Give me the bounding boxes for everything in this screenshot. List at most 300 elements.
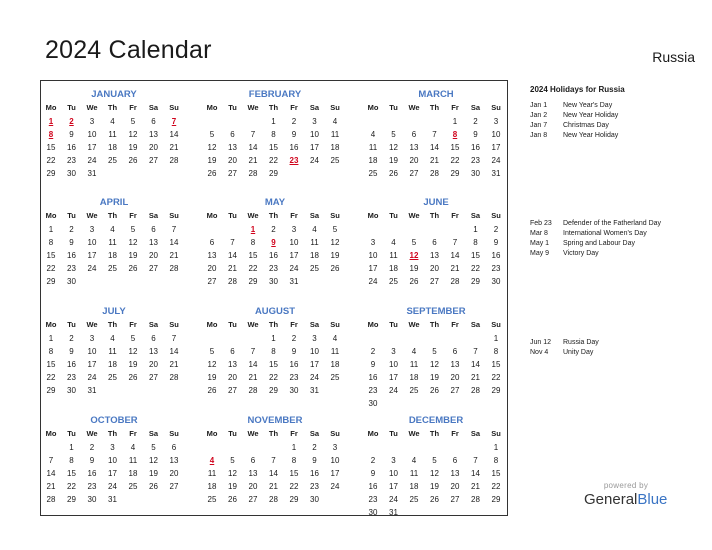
day-cell: 11 — [108, 238, 117, 247]
day-cell: 5 — [230, 456, 235, 465]
day-cell: 2 — [493, 225, 499, 234]
weekday-header: Mo — [45, 429, 57, 438]
day-cell: 28 — [169, 264, 179, 273]
day-cell: 26 — [207, 386, 217, 395]
day-cell: 15 — [46, 360, 56, 369]
day-cell: 24 — [87, 264, 97, 273]
day-cell: 12 — [430, 469, 439, 478]
day-cell: 28 — [471, 386, 480, 395]
weekday-header: Sa — [309, 211, 320, 220]
day-cell: 12 — [228, 469, 237, 478]
day-cell: 4 — [411, 456, 417, 465]
weekday-header: Fr — [129, 429, 137, 438]
holiday-list-item — [530, 219, 661, 229]
day-cell: 18 — [330, 143, 340, 152]
day-cell: 22 — [269, 373, 278, 382]
day-cell: 30 — [67, 277, 76, 286]
weekday-header: Mo — [367, 320, 379, 329]
weekday-header: Th — [429, 103, 440, 112]
day-cell: 6 — [151, 117, 156, 126]
day-cell: 7 — [230, 238, 235, 247]
day-cell: 3 — [391, 347, 396, 356]
day-cell: 14 — [269, 469, 278, 478]
day-cell: 7 — [271, 456, 276, 465]
weekday-header: Th — [429, 211, 440, 220]
day-cell: 28 — [228, 277, 237, 286]
month-name: SEPTEMBER — [406, 306, 466, 317]
day-cell: 8 — [493, 456, 499, 465]
holiday-list-title: 2024 Holidays for Russia — [530, 85, 625, 94]
day-cell: 9 — [473, 130, 478, 139]
day-cell: 18 — [128, 469, 138, 478]
day-cell: 6 — [452, 456, 458, 465]
day-cell: 10 — [108, 456, 117, 465]
weekday-header: Tu — [389, 103, 398, 112]
weekday-header: Tu — [67, 429, 76, 438]
day-cell: 24 — [289, 264, 299, 273]
day-cell: 24 — [368, 277, 378, 286]
day-cell: 28 — [450, 277, 460, 286]
day-cell: 30 — [491, 277, 501, 286]
day-cell: 23 — [368, 495, 378, 504]
weekday-header: Th — [107, 103, 118, 112]
weekday-header: Sa — [148, 103, 159, 112]
day-cell: 9 — [69, 238, 74, 247]
weekday-header: We — [408, 320, 420, 329]
day-cell: 8 — [473, 238, 478, 247]
holiday-name: New Year Holiday — [563, 132, 619, 139]
day-cell: 27 — [228, 169, 237, 178]
holiday-date: Feb 23 — [530, 220, 552, 227]
weekday-header: Fr — [451, 211, 459, 220]
day-cell: 9 — [69, 130, 74, 139]
day-cell: 5 — [411, 238, 417, 247]
day-cell: 21 — [471, 482, 480, 491]
day-cell: 20 — [149, 360, 158, 369]
day-cell: 18 — [108, 143, 117, 152]
day-cell: 26 — [128, 264, 138, 273]
day-cell: 29 — [471, 277, 480, 286]
day-cell: 20 — [169, 469, 179, 478]
day-cell: 23 — [310, 482, 319, 491]
holiday-day: 9 — [271, 238, 276, 247]
holiday-list-item — [530, 101, 612, 111]
day-cell: 27 — [409, 169, 419, 178]
weekday-header: Mo — [367, 211, 379, 220]
weekday-header: Su — [491, 429, 501, 438]
weekday-header: Sa — [470, 103, 481, 112]
weekday-header: Fr — [451, 103, 459, 112]
day-cell: 20 — [149, 143, 158, 152]
day-cell: 22 — [46, 373, 56, 382]
day-cell: 10 — [368, 251, 378, 260]
day-cell: 14 — [471, 469, 480, 478]
page-title: 2024 Calendar — [45, 36, 212, 64]
weekday-header: Fr — [451, 429, 459, 438]
day-cell: 4 — [391, 238, 396, 247]
day-cell: 22 — [46, 264, 56, 273]
day-cell: 12 — [207, 143, 217, 152]
weekday-header: Tu — [389, 320, 398, 329]
day-cell: 14 — [450, 251, 460, 260]
day-cell: 5 — [391, 130, 396, 139]
day-cell: 21 — [269, 482, 278, 491]
day-cell: 4 — [411, 347, 417, 356]
weekday-header: Fr — [129, 103, 137, 112]
day-cell: 24 — [330, 482, 340, 491]
day-cell: 25 — [330, 373, 340, 382]
holiday-date: Jan 2 — [530, 112, 548, 119]
day-cell: 30 — [67, 386, 76, 395]
day-cell: 7 — [171, 225, 177, 234]
weekday-header: Sa — [309, 103, 320, 112]
day-cell: 15 — [46, 143, 56, 152]
day-cell: 16 — [87, 469, 97, 478]
day-cell: 3 — [89, 117, 95, 126]
day-cell: 19 — [128, 251, 138, 260]
day-cell: 20 — [450, 373, 460, 382]
day-cell: 22 — [491, 482, 501, 491]
day-cell: 21 — [228, 264, 237, 273]
month-name: DECEMBER — [408, 415, 464, 426]
day-cell: 26 — [430, 495, 439, 504]
day-cell: 18 — [207, 482, 217, 491]
day-cell: 4 — [110, 225, 115, 234]
day-cell: 11 — [368, 143, 378, 152]
day-cell: 23 — [67, 264, 76, 273]
day-cell: 12 — [389, 143, 398, 152]
day-cell: 20 — [228, 156, 237, 165]
day-cell: 19 — [409, 264, 419, 273]
day-cell: 17 — [289, 251, 299, 260]
day-cell: 1 — [69, 443, 74, 452]
day-cell: 26 — [228, 495, 237, 504]
month-name: NOVEMBER — [247, 415, 303, 426]
day-cell: 2 — [473, 117, 478, 126]
day-cell: 27 — [450, 386, 460, 395]
weekday-header: Fr — [290, 320, 298, 329]
holiday-date: Jun 12 — [530, 339, 552, 346]
day-cell: 10 — [289, 238, 299, 247]
day-cell: 11 — [409, 360, 419, 369]
weekday-header: Th — [107, 211, 118, 220]
day-cell: 7 — [473, 347, 478, 356]
holiday-day: 2 — [69, 117, 74, 126]
day-cell: 6 — [250, 456, 256, 465]
day-cell: 25 — [128, 482, 138, 491]
day-cell: 24 — [87, 156, 97, 165]
day-cell: 3 — [391, 456, 396, 465]
day-cell: 11 — [330, 347, 340, 356]
day-cell: 30 — [87, 495, 97, 504]
day-cell: 13 — [149, 347, 158, 356]
day-cell: 8 — [48, 347, 54, 356]
day-cell: 27 — [450, 495, 460, 504]
day-cell: 18 — [409, 373, 419, 382]
day-cell: 23 — [289, 373, 299, 382]
day-cell: 5 — [151, 443, 156, 452]
day-cell: 8 — [271, 347, 276, 356]
month-name: FEBRUARY — [248, 89, 302, 100]
day-cell: 30 — [368, 399, 378, 408]
weekday-header: We — [408, 103, 420, 112]
day-cell: 1 — [493, 443, 499, 452]
day-cell: 7 — [432, 130, 437, 139]
country-label: Russia — [652, 49, 695, 65]
weekday-header: Sa — [309, 429, 320, 438]
weekday-header: Sa — [470, 211, 481, 220]
weekday-header: Su — [330, 320, 340, 329]
day-cell: 24 — [87, 373, 97, 382]
day-cell: 11 — [108, 347, 117, 356]
holiday-name: New Year Holiday — [563, 112, 619, 119]
weekday-header: Fr — [290, 211, 298, 220]
day-cell: 13 — [409, 143, 419, 152]
day-cell: 16 — [310, 469, 319, 478]
holiday-day: 23 — [289, 156, 299, 165]
day-cell: 7 — [473, 456, 478, 465]
day-cell: 24 — [108, 482, 117, 491]
day-cell: 1 — [48, 334, 54, 343]
day-cell: 1 — [271, 334, 276, 343]
day-cell: 17 — [87, 143, 97, 152]
day-cell: 15 — [248, 251, 258, 260]
day-cell: 6 — [432, 238, 437, 247]
day-cell: 3 — [110, 443, 115, 452]
weekday-header: We — [86, 320, 98, 329]
day-cell: 20 — [409, 156, 419, 165]
day-cell: 14 — [169, 347, 179, 356]
day-cell: 15 — [269, 143, 278, 152]
day-cell: 21 — [46, 482, 56, 491]
day-cell: 29 — [491, 386, 501, 395]
day-cell: 27 — [149, 156, 158, 165]
brand-name-part1: General — [584, 491, 638, 508]
day-cell: 4 — [110, 334, 115, 343]
month-name: MARCH — [418, 89, 454, 100]
month-name: OCTOBER — [90, 415, 138, 426]
day-cell: 25 — [409, 495, 419, 504]
day-cell: 12 — [430, 360, 439, 369]
day-cell: 14 — [46, 469, 56, 478]
holiday-day: 4 — [209, 456, 215, 465]
day-cell: 9 — [291, 130, 297, 139]
weekday-header: Su — [491, 320, 501, 329]
weekday-header: Sa — [309, 320, 320, 329]
weekday-header: We — [86, 103, 98, 112]
day-cell: 17 — [108, 469, 117, 478]
day-cell: 3 — [89, 225, 95, 234]
holiday-list-item — [530, 239, 635, 249]
day-cell: 10 — [310, 347, 319, 356]
day-cell: 10 — [87, 238, 97, 247]
day-cell: 23 — [67, 373, 76, 382]
day-cell: 28 — [169, 156, 179, 165]
day-cell: 9 — [291, 347, 297, 356]
day-cell: 26 — [128, 373, 138, 382]
day-cell: 17 — [87, 251, 97, 260]
day-cell: 2 — [370, 456, 376, 465]
day-cell: 28 — [269, 495, 278, 504]
day-cell: 26 — [330, 264, 340, 273]
day-cell: 5 — [332, 225, 338, 234]
day-cell: 19 — [207, 156, 217, 165]
weekday-header: Th — [268, 320, 279, 329]
weekday-header: We — [247, 429, 259, 438]
day-cell: 3 — [291, 225, 297, 234]
brand-name — [584, 491, 668, 508]
day-cell: 16 — [67, 143, 76, 152]
day-cell: 15 — [471, 251, 480, 260]
day-cell: 17 — [491, 143, 501, 152]
day-cell: 24 — [389, 386, 398, 395]
day-cell: 18 — [409, 482, 419, 491]
day-cell: 29 — [289, 495, 299, 504]
weekday-header: Su — [330, 211, 340, 220]
day-cell: 27 — [207, 277, 217, 286]
day-cell: 2 — [370, 347, 376, 356]
weekday-header: Th — [107, 429, 118, 438]
day-cell: 26 — [128, 156, 138, 165]
day-cell: 9 — [493, 238, 499, 247]
day-cell: 17 — [330, 469, 340, 478]
day-cell: 25 — [330, 156, 340, 165]
weekday-header: Tu — [389, 429, 398, 438]
weekday-header: Su — [491, 103, 501, 112]
day-cell: 31 — [87, 169, 97, 178]
weekday-header: Th — [107, 320, 118, 329]
day-cell: 11 — [128, 456, 138, 465]
day-cell: 23 — [87, 482, 97, 491]
holiday-day: 1 — [250, 225, 256, 234]
weekday-header: Mo — [45, 320, 57, 329]
day-cell: 5 — [432, 347, 437, 356]
day-cell: 9 — [370, 360, 376, 369]
day-cell: 4 — [370, 130, 376, 139]
day-cell: 10 — [491, 130, 501, 139]
holiday-date: Mar 8 — [530, 230, 548, 237]
weekday-header: Mo — [206, 211, 218, 220]
day-cell: 2 — [312, 443, 317, 452]
holiday-name: Christmas Day — [563, 122, 609, 129]
day-cell: 13 — [248, 469, 258, 478]
weekday-header: Tu — [389, 211, 398, 220]
weekday-header: We — [247, 103, 259, 112]
weekday-header: Tu — [228, 429, 237, 438]
day-cell: 29 — [46, 277, 56, 286]
day-cell: 30 — [269, 277, 278, 286]
weekday-header: Th — [268, 211, 279, 220]
weekday-header: Mo — [206, 103, 218, 112]
weekday-header: Mo — [367, 103, 379, 112]
day-cell: 22 — [491, 373, 501, 382]
month-name: AUGUST — [254, 306, 296, 317]
day-cell: 24 — [310, 373, 319, 382]
day-cell: 22 — [248, 264, 258, 273]
day-cell: 1 — [452, 117, 458, 126]
day-cell: 3 — [493, 117, 499, 126]
calendar-grid — [40, 80, 508, 516]
day-cell: 12 — [330, 238, 340, 247]
day-cell: 25 — [108, 156, 117, 165]
day-cell: 6 — [209, 238, 215, 247]
holiday-day: 8 — [452, 130, 458, 139]
day-cell: 25 — [108, 264, 117, 273]
day-cell: 25 — [207, 495, 217, 504]
day-cell: 26 — [149, 482, 158, 491]
day-cell: 21 — [248, 156, 258, 165]
day-cell: 10 — [330, 456, 340, 465]
day-cell: 4 — [332, 334, 338, 343]
day-cell: 18 — [389, 264, 398, 273]
day-cell: 9 — [312, 456, 317, 465]
day-cell: 5 — [130, 117, 136, 126]
day-cell: 31 — [310, 386, 319, 395]
holiday-day: 1 — [48, 117, 54, 126]
day-cell: 1 — [271, 117, 276, 126]
day-cell: 31 — [491, 169, 501, 178]
day-cell: 31 — [108, 495, 117, 504]
day-cell: 30 — [471, 169, 480, 178]
holiday-list-item — [530, 131, 618, 141]
day-cell: 15 — [491, 360, 501, 369]
day-cell: 22 — [289, 482, 299, 491]
weekday-header: Sa — [148, 320, 159, 329]
weekday-header: We — [247, 211, 259, 220]
day-cell: 21 — [169, 360, 179, 369]
day-cell: 27 — [430, 277, 439, 286]
day-cell: 3 — [312, 334, 317, 343]
day-cell: 15 — [491, 469, 501, 478]
day-cell: 10 — [389, 469, 398, 478]
day-cell: 16 — [289, 360, 299, 369]
weekday-header: Mo — [206, 429, 218, 438]
day-cell: 12 — [207, 360, 217, 369]
day-cell: 29 — [248, 277, 258, 286]
weekday-header: Sa — [470, 429, 481, 438]
holiday-name: New Year's Day — [563, 102, 613, 109]
day-cell: 4 — [312, 225, 317, 234]
day-cell: 14 — [169, 238, 179, 247]
day-cell: 20 — [430, 264, 439, 273]
day-cell: 12 — [128, 130, 138, 139]
day-cell: 30 — [368, 508, 378, 517]
day-cell: 19 — [430, 482, 439, 491]
day-cell: 7 — [250, 130, 256, 139]
weekday-header: Su — [169, 103, 179, 112]
day-cell: 25 — [368, 169, 378, 178]
holiday-day: 7 — [171, 117, 177, 126]
day-cell: 16 — [289, 143, 299, 152]
day-cell: 19 — [128, 360, 138, 369]
weekday-header: Su — [169, 320, 179, 329]
day-cell: 7 — [452, 238, 458, 247]
holiday-name: International Women's Day — [563, 230, 647, 237]
day-cell: 24 — [491, 156, 501, 165]
day-cell: 23 — [471, 156, 480, 165]
day-cell: 6 — [230, 130, 235, 139]
day-cell: 15 — [450, 143, 460, 152]
day-cell: 14 — [430, 143, 439, 152]
day-cell: 18 — [108, 360, 117, 369]
day-cell: 22 — [67, 482, 76, 491]
day-cell: 30 — [310, 495, 319, 504]
day-cell: 15 — [67, 469, 76, 478]
day-cell: 28 — [248, 386, 258, 395]
holiday-name: Russia Day — [563, 339, 599, 346]
holiday-day: 12 — [409, 251, 419, 260]
day-cell: 28 — [248, 169, 258, 178]
